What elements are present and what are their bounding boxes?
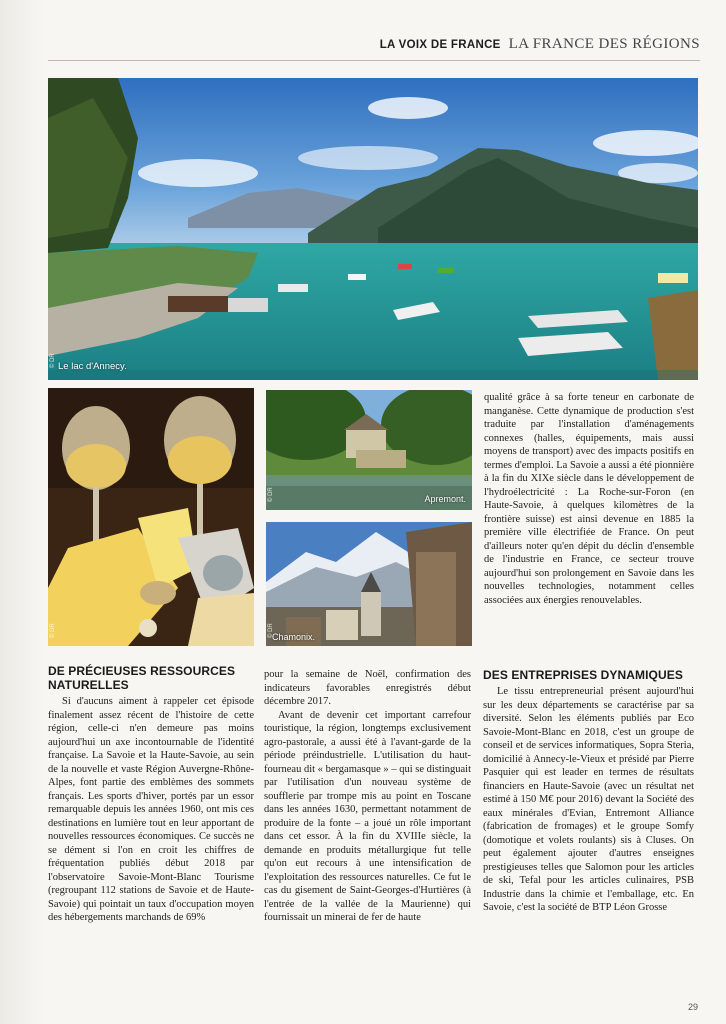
paragraph: Si d'aucuns aiment à rappeler cet épisode finalement assez récent de l'histoire de cette région, celle-ci n'en demeure pas moins aujourd'hui un axe incontournable de l'identité française. La Savoie et la Haute-Savoie, au sein de la nouvelle et vaste Région Auvergne-Rhône-Alpes, font partie des emblèmes des sommets français. Les sports d'hiver, portés par un essor remarquable depuis les années 1960, ont mis ces destinations en lumière tout en leur apportant de nouvelles ressources économiques. Ce succès ne se dément si l'on en croit les chiffres de fréquentation publiés début 2018 par l'observatoire Savoie-Mont-Blanc Tourisme (regroupant 112 stations de Savoie et de Haute-Savoie) qui pointait un taux d'occupation moyen des hébergements marchands de 69% <box>48 696 254 923</box>
article-column-1 <box>48 664 254 925</box>
wine-cheese-photo <box>48 388 254 646</box>
photo-caption-annecy: Le lac d'Annecy. <box>58 361 127 372</box>
lake-annecy-photo <box>48 78 698 380</box>
photo-caption-chamonix: Chamonix. <box>272 632 316 642</box>
photo-credit: © DR <box>50 353 56 368</box>
paragraph: Avant de devenir cet important carrefour touristique, la région, longtemps exclusivement agro-pastorale, a aussi été à l'avant-garde de la période préindustrielle. L'utilisation du haut-fourneau dit « bergamasque » – qui se distinguait par l'utilisation d'un nouveau système de soufflerie par trompe mis au point en Toscane dans les années 1630, permettant notamment de produire de la fonte – a joué un rôle important dans cet essor. À la fin du XVIIIe siècle, la demande en produits métallurgique fut telle qu'on eut recours à une intensification de l'exploitation des ressources naturelles. Ce fut le cas du gisement de Saint-Georges-d'Hurtières (à l'entrée de la vallée de la Maurienne) qui fournissait un minerai de fer de haute <box>264 709 471 923</box>
section-title: LA FRANCE DES RÉGIONS <box>508 36 700 52</box>
paragraph: pour la semaine de Noël, confirmation des indicateurs favorables enregistrés début décembre 2017. <box>264 669 471 707</box>
paragraph: qualité grâce à sa forte teneur en carbonate de manganèse. Cette dynamique de production s'est traduite par l'installation d'aménagements connexes (halles, équipements, mais aussi moyens de transport) avec des impacts positifs en termes d'emploi. La Savoie a aussi a été pionnière à la fin du XIXe siècle dans le développement de l'hydroélectricité : La Roche-sur-Foron (en Haute-Savoie, à quelques kilomètres de la frontière suisse) est ainsi devenue en 1885 la première ville électrifiée de France. On peut d'ailleurs noter qu'en dépit du déclin d'ensemble de l'industrie en France, ce secteur trouve aujourd'hui son prolongement en Savoie dans les nouvelles technologies, notamment celles associées aux énergies renouvelables. <box>484 392 694 606</box>
paragraph: Le tissu entrepreneurial présent aujourd'hui sur les deux départements se caractérise par sa diversité. Selon les éléments publiés par Eco Savoie-Mont-Blanc en 2018, c'est un groupe de conseil et de services informatiques, Sopra Steria, domicilié à Annecy-le-Vieux et présidé par Pierre Pasquier qui est leader en termes de résultats financiers en Haute-Savoie (avec un résultat net estimé à 150 M€ pour 2016) devant la Société des eaux minérales d'Evian, Entremont Alliance (fabrication de fromages) et le groupe Somfy (domotique et volets roulants) sis à Cluses. On peut également ajouter d'autres enseignes prestigieuses telles que Salomon pour les articles de ski, Tefal pour les articles culinaires, PSB Industrie dans la chimie et l'emballage, etc. En Savoie, c'est la société de BTP Léon Grosse <box>483 686 694 913</box>
article-column-2 <box>264 668 471 925</box>
section-heading-ressources: DE PRÉCIEUSES RESSOURCES NATURELLES <box>48 664 236 692</box>
apremont-photo <box>266 390 472 510</box>
section-heading-entreprises: DES ENTREPRISES DYNAMIQUES <box>483 668 683 682</box>
photo-caption-apremont: Apremont. <box>424 494 466 504</box>
photo-credit: © DR <box>268 623 274 638</box>
page-number: 29 <box>687 1002 698 1012</box>
photo-credit: © DR <box>50 623 56 638</box>
article-column-3 <box>483 668 694 915</box>
masthead <box>360 36 700 58</box>
article-column-right-upper <box>484 391 694 607</box>
masthead-divider <box>48 60 700 61</box>
magazine-brand: LA VOIX DE FRANCE <box>379 39 501 51</box>
photo-credit: © DR <box>268 487 274 502</box>
chamonix-photo <box>266 522 472 646</box>
